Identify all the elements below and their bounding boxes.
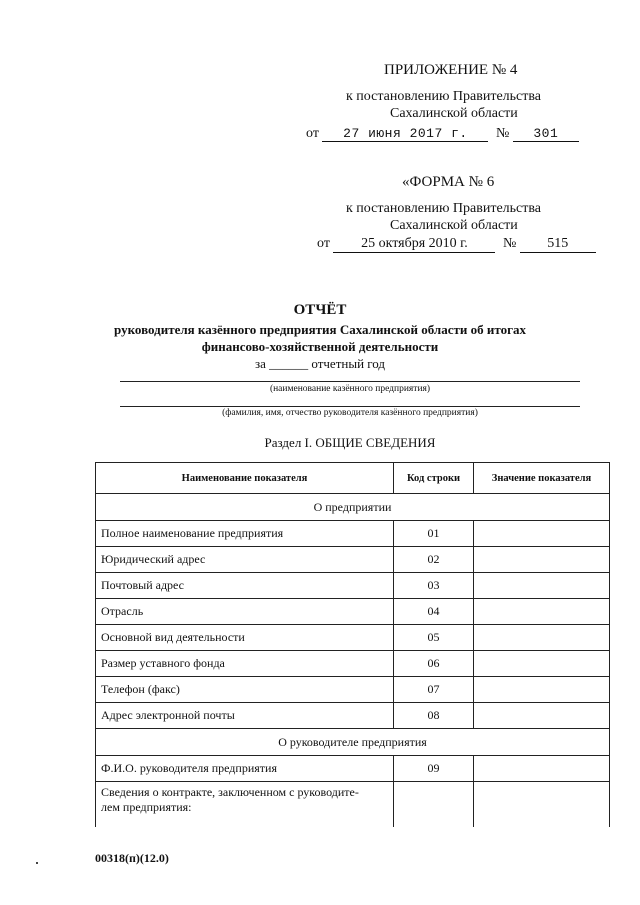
enterprise-name-caption: (наименование казённого предприятия): [269, 384, 431, 394]
form-number-value: 515: [520, 236, 596, 253]
report-period-suffix: отчетный год: [311, 356, 386, 371]
group-row-head: [96, 729, 610, 756]
row-name: Адрес электронной почты: [96, 703, 394, 729]
row-name-contract-line1: Сведения о контракте, заключенном с руководите-: [101, 785, 359, 799]
section-title: Раздел I. ОБЩИЕ СВЕДЕНИЯ: [264, 435, 436, 450]
group-label-enterprise: О предприятии: [96, 494, 610, 521]
row-code: 04: [394, 599, 474, 625]
header-row-code: Код строки: [394, 463, 474, 494]
form-date-prefix: от: [317, 236, 330, 251]
general-info-table: [95, 462, 610, 827]
row-value: [474, 703, 610, 729]
table-row: [96, 521, 610, 547]
report-title: ОТЧЁТ: [293, 302, 347, 318]
row-code: 05: [394, 625, 474, 651]
table-row: [96, 756, 610, 782]
row-value: [474, 756, 610, 782]
report-subtitle-line1: руководителя казённого предприятия Сахалинской области об итогах: [114, 322, 526, 337]
row-name: Почтовый адрес: [96, 573, 394, 599]
appendix-resolution-line1: к постановлению Правительства: [346, 89, 542, 104]
row-code: 09: [394, 756, 474, 782]
row-value-contract: [474, 782, 610, 828]
header-indicator-name: Наименование показателя: [96, 463, 394, 494]
row-code: 06: [394, 651, 474, 677]
report-subtitle-line2: финансово-хозяйственной деятельности: [201, 339, 439, 354]
form-number-prefix: №: [502, 236, 517, 251]
row-value: [474, 521, 610, 547]
row-name: Размер уставного фонда: [96, 651, 394, 677]
table-row: [96, 599, 610, 625]
row-name: Юридический адрес: [96, 547, 394, 573]
appendix-resolution-line2: Сахалинской области: [390, 106, 518, 121]
head-name-line: [120, 406, 580, 407]
table-row: [96, 651, 610, 677]
scan-dot: [36, 862, 38, 864]
row-name: Полное наименование предприятия: [96, 521, 394, 547]
footer-form-code: 00318(п)(12.0): [95, 851, 169, 865]
table-row: [96, 573, 610, 599]
table-row: [96, 547, 610, 573]
row-code: 01: [394, 521, 474, 547]
form-date-line: [317, 236, 596, 253]
group-label-head: О руководителе предприятия: [96, 729, 610, 756]
header-indicator-value: Значение показателя: [474, 463, 610, 494]
head-name-caption: (фамилия, имя, отчество руководителя казённого предприятия): [222, 408, 478, 418]
row-name: Телефон (факс): [96, 677, 394, 703]
table-header-row: [96, 463, 610, 494]
row-value: [474, 625, 610, 651]
appendix-title: ПРИЛОЖЕНИЕ № 4: [384, 62, 518, 78]
row-name-contract: [96, 782, 394, 828]
group-row-enterprise: [96, 494, 610, 521]
enterprise-name-line: [120, 381, 580, 382]
row-name: Основной вид деятельности: [96, 625, 394, 651]
row-code: 07: [394, 677, 474, 703]
form-resolution-line1: к постановлению Правительства: [346, 201, 542, 216]
form-resolution-line2: Сахалинской области: [390, 218, 518, 233]
row-name-contract-line2: лем предприятия:: [101, 800, 192, 814]
row-code-contract: [394, 782, 474, 828]
row-name: Ф.И.О. руководителя предприятия: [96, 756, 394, 782]
form-date-value: 25 октября 2010 г.: [333, 236, 495, 253]
row-name: Отрасль: [96, 599, 394, 625]
table-row-contract: [96, 782, 610, 828]
row-value: [474, 573, 610, 599]
report-period-blank: ______: [269, 356, 309, 371]
row-code: 03: [394, 573, 474, 599]
row-value: [474, 651, 610, 677]
report-period: [0, 356, 640, 372]
row-code: 08: [394, 703, 474, 729]
appendix-number-value: 301: [513, 126, 579, 142]
form-title: «ФОРМА № 6: [402, 174, 495, 190]
table-row: [96, 677, 610, 703]
appendix-date-value: 27 июня 2017 г.: [322, 126, 488, 142]
appendix-number-prefix: №: [495, 126, 510, 141]
table-row: [96, 625, 610, 651]
appendix-date-line: [306, 126, 579, 142]
row-value: [474, 677, 610, 703]
row-value: [474, 547, 610, 573]
table-row: [96, 703, 610, 729]
row-code: 02: [394, 547, 474, 573]
report-period-prefix: за: [254, 356, 266, 371]
appendix-date-prefix: от: [306, 126, 319, 141]
row-value: [474, 599, 610, 625]
